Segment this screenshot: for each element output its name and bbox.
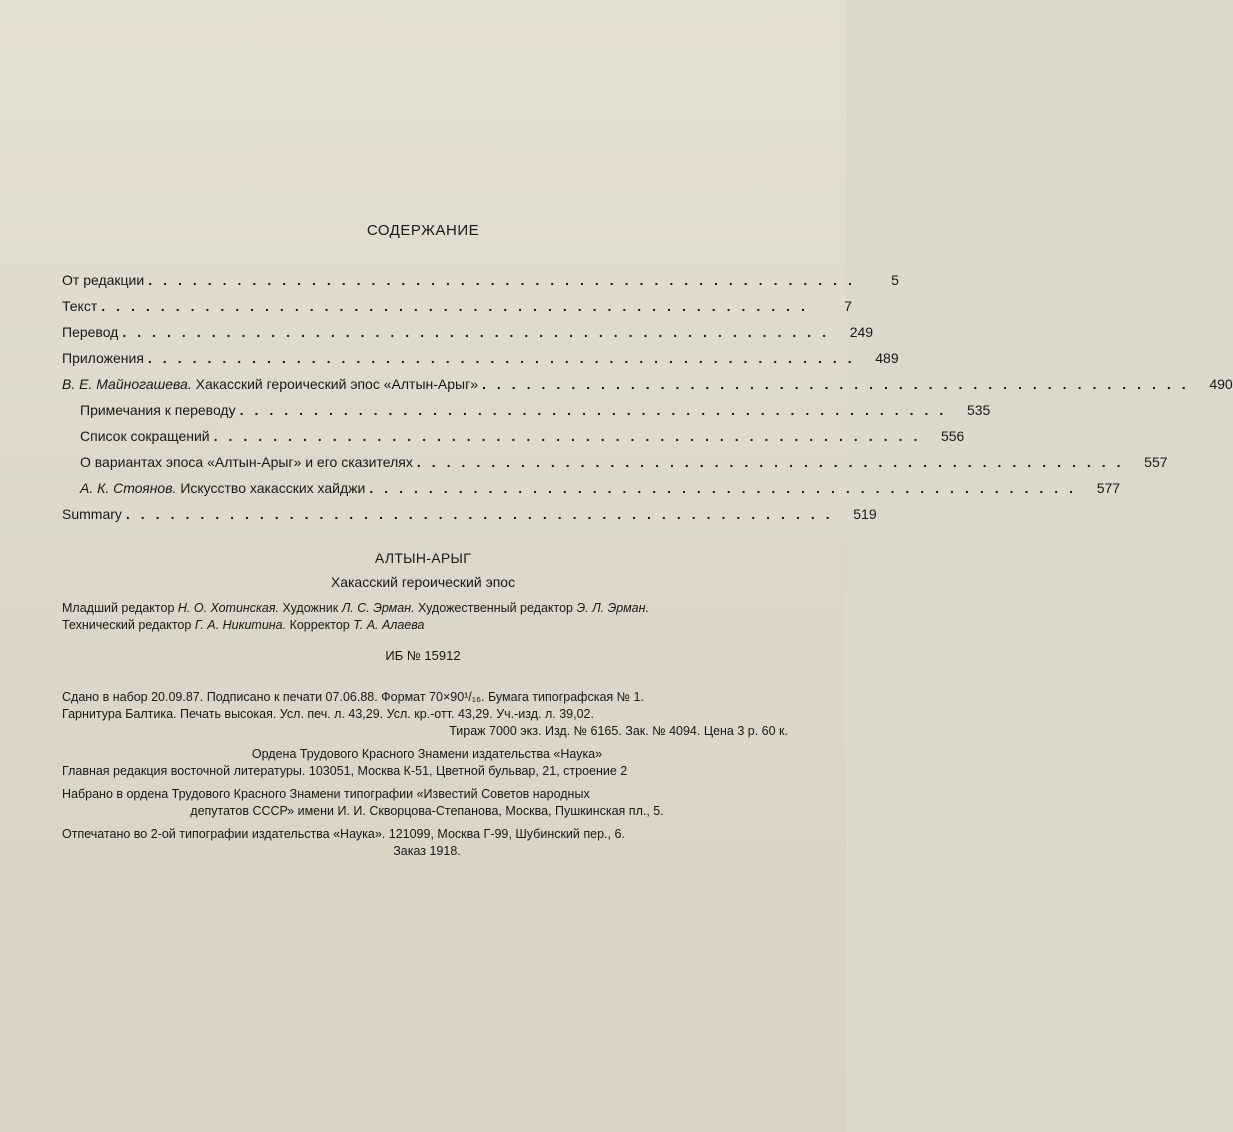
contents-title: СОДЕРЖАНИЕ <box>366 222 480 239</box>
editor-name: Т. А. Алаева <box>353 618 425 632</box>
publisher-line-2: Главная редакция восточной литературы. 103051, Москва К-51, Цветной бульвар, 21, строение 2 <box>62 764 628 778</box>
toc-entry <box>62 340 899 366</box>
toc-entry-label <box>62 376 478 392</box>
toc-entry-label <box>62 350 144 366</box>
toc-entry-title: Примечания к переводу <box>80 402 236 418</box>
toc-page-number: 557 <box>1144 454 1168 470</box>
editor-name: Э. Л. Эрман. <box>576 601 649 615</box>
toc-entry-author: В. Е. Майногашева. <box>62 376 192 392</box>
toc-entry-author: А. К. Стоянов. <box>80 480 177 496</box>
toc-entry-label <box>80 428 210 444</box>
toc-entry <box>62 366 1233 392</box>
toc-entry <box>62 418 965 444</box>
editor-name: Г. А. Никитина. <box>194 618 287 632</box>
toc-entry-label <box>80 480 365 496</box>
print-line-1: Сдано в набор 20.09.87. Подписано к печати 07.06.88. Формат 70×90¹/₁₆. Бумага типографская № 1. <box>62 690 644 704</box>
colophon <box>0 550 846 860</box>
toc-entry-title: Summary <box>62 506 122 522</box>
printing-details <box>62 689 792 860</box>
printed-line-2: Заказ 1918. <box>393 844 461 858</box>
toc-dot-leader: ................................................ <box>239 402 955 418</box>
ib-number: ИБ № 15912 <box>385 648 461 663</box>
toc-page-number: 7 <box>844 298 852 314</box>
toc-dot-leader: ................................................ <box>101 298 816 314</box>
toc-entry-label <box>62 324 118 340</box>
editor-name: Л. С. Эрман. <box>341 601 415 615</box>
editors-label: Художественный редактор <box>414 601 577 615</box>
editor-name: Н. О. Хотинская. <box>177 601 280 615</box>
toc-dot-leader: ................................................ <box>213 428 929 444</box>
toc-page-number: 489 <box>875 350 899 366</box>
toc-entry-title: Искусство хакасских хайджи <box>180 480 366 496</box>
table-of-contents <box>62 262 1233 522</box>
publisher-line-1: Ордена Трудового Красного Знамени издательства «Наука» <box>251 747 603 761</box>
toc-dot-leader: ................................................ <box>147 350 863 366</box>
printed-block <box>62 826 792 860</box>
book-subtitle: Хакасский героический эпос <box>330 574 516 590</box>
toc-entry-title: Текст <box>62 298 98 314</box>
toc-dot-leader: ................................................ <box>122 324 838 340</box>
book-title: АЛТЫН-АРЫГ <box>374 550 472 566</box>
editors-block <box>62 600 846 634</box>
typography-line-2: депутатов СССР» имени И. И. Скворцова-Степанова, Москва, Пушкинская пл., 5. <box>190 804 664 818</box>
toc-page-number: 490 <box>1209 376 1233 392</box>
toc-entry-label <box>62 506 122 522</box>
editors-label: Корректор <box>286 618 354 632</box>
toc-entry-title: О вариантах эпоса «Алтын-Арыг» и его сказителях <box>80 454 413 470</box>
toc-page-number: 5 <box>891 272 899 288</box>
toc-entry-label <box>62 298 97 314</box>
toc-page-number: 577 <box>1096 480 1121 496</box>
print-line-2: Гарнитура Балтика. Печать высокая. Усл. печ. л. 43,29. Усл. кр.-отт. 43,29. Уч.-изд. л. 39,02. <box>62 707 594 721</box>
toc-dot-leader: ................................................ <box>369 480 1085 496</box>
print-line-3: Тираж 7000 экз. Изд. № 6165. Зак. № 4094. Цена 3 р. 60 к. <box>449 724 788 738</box>
toc-entry <box>62 314 874 340</box>
toc-page-number: 249 <box>849 324 874 340</box>
toc-entry <box>62 496 877 522</box>
toc-entry <box>62 262 899 288</box>
toc-entry-title: Список сокращений <box>80 428 210 444</box>
typography-block <box>62 786 792 820</box>
toc-entry <box>62 392 991 418</box>
toc-entry-label <box>80 402 236 418</box>
typography-line-1: Набрано в ордена Трудового Красного Знамени типографии «Известий Советов народных <box>62 787 590 801</box>
toc-entry <box>62 470 1121 496</box>
editors-label: Младший редактор <box>62 601 178 615</box>
toc-page-number: 535 <box>966 402 991 418</box>
printed-line-1: Отпечатано во 2-ой типографии издательства «Наука». 121099, Москва Г-99, Шубинский пер., 6. <box>62 827 625 841</box>
toc-entry-title: Приложения <box>62 350 144 366</box>
editors-label: Художник <box>279 601 342 615</box>
editors-label: Технический редактор <box>62 618 195 632</box>
toc-page-number: 556 <box>940 428 965 444</box>
toc-page-number: 519 <box>853 506 877 522</box>
editors-line-2 <box>62 617 846 634</box>
toc-entry-title: Хакасский героический эпос «Алтын-Арыг» <box>195 376 478 392</box>
toc-dot-leader: ................................................ <box>148 272 863 288</box>
toc-entry-label <box>62 272 144 288</box>
editors-line-1 <box>62 600 846 617</box>
toc-entry-title: От редакции <box>62 272 145 288</box>
publisher-block <box>62 746 792 780</box>
toc-entry-label <box>80 454 413 470</box>
toc-dot-leader: ................................................ <box>416 454 1132 470</box>
toc-entry-title: Перевод <box>62 324 119 340</box>
toc-dot-leader: ................................................ <box>125 506 841 522</box>
toc-entry <box>62 288 852 314</box>
toc-dot-leader: ................................................ <box>481 376 1197 392</box>
toc-entry <box>62 444 1168 470</box>
